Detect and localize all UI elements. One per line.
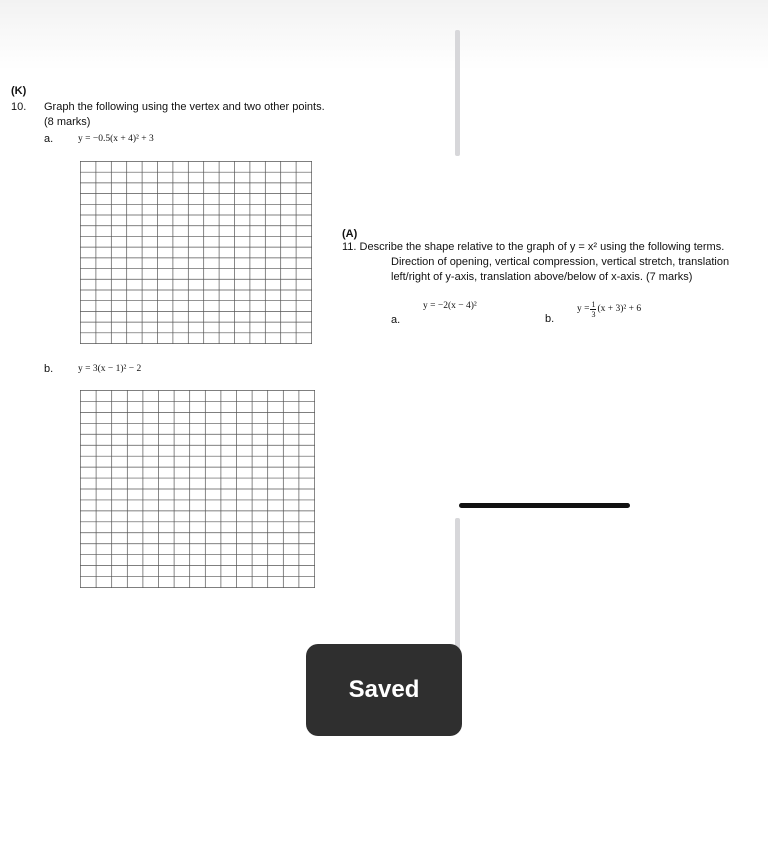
page-divider-bottom [455,518,460,658]
question-10b-letter: b. [44,363,54,375]
question-11b-equation [577,300,641,319]
question-11b-equation-tail: (x + 3)² + 6 [597,304,642,314]
question-10-number: 10. [11,101,27,113]
page-divider-top [455,30,460,156]
question-10b-equation: y = 3(x − 1)² − 2 [78,364,142,374]
question-11-line2: Direction of opening, vertical compression, vertical stretch, translation [391,256,730,268]
saved-toast-label: Saved [348,676,420,703]
question-11a-letter: a. [391,314,401,326]
question-10a-letter: a. [44,133,54,145]
graph-grid-a [80,161,312,344]
section-a-label: (A) [342,228,358,240]
question-11-line1: 11. Describe the shape relative to the graph of y = x² using the following terms. [342,241,725,253]
question-11b-fraction [590,300,596,319]
section-k-label: (K) [11,85,27,97]
question-11-line3: left/right of y-axis, translation above/below of x-axis. (7 marks) [391,271,693,283]
saved-toast [306,644,462,736]
question-10a-equation: y = −0.5(x + 4)² + 3 [78,134,154,144]
fraction-denominator: 3 [591,310,596,319]
question-11b-equation-lead: y = [577,304,590,314]
question-11b-letter: b. [545,313,555,325]
question-10-prompt: Graph the following using the vertex and two other points. [44,101,325,113]
graph-grid-b [80,390,315,588]
page-edge-bar [459,503,630,508]
question-10-marks: (8 marks) [44,116,91,128]
top-background [0,0,768,70]
question-11a-equation: y = −2(x − 4)² [423,301,477,311]
fraction-numerator: 1 [591,300,596,309]
